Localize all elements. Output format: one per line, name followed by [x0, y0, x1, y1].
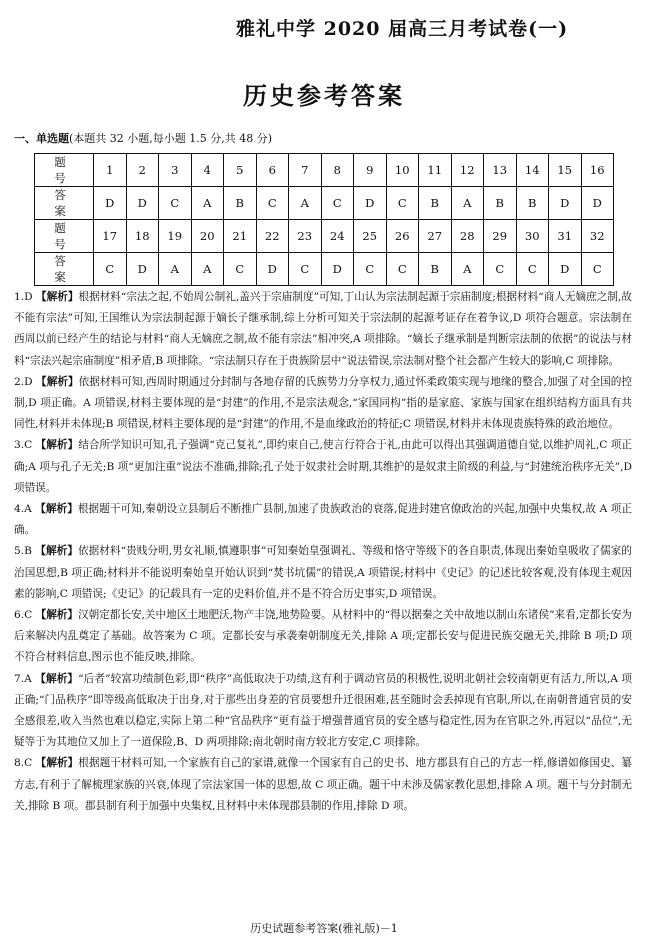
document-title: 历史参考答案 [243, 81, 405, 110]
answer-table-cell: 14 [516, 154, 549, 187]
answer-table-cell: 15 [549, 154, 582, 187]
answer-table-row [35, 220, 614, 253]
explanation-text: 根据材料“宗法之起,不始周公制礼,盖兴于宗庙制度”可知,丁山认为宗法制起源于宗庙制度;根据材料“商人无嫡庶之制,故不能有宗法”可知,王国维认为宗法制起源于嫡长子继承制,综上分析可知关于宗法制的起源考证存在着争议,D 项符合题意。宗法制在西周以前已经产生的结论与材料“商人无嫡庶之制,故不能有宗法”相冲突,A 项排除。“嫡长子继承制是判断宗法制的依据”的说法与材料“宗法兴起宗庙制度”相矛盾,B 项排除。“宗法制只存在于贵族阶层中”说法错误,宗法制对整个社会都产生较大的影响,C 项排除。 [14, 291, 632, 367]
answer-table-cell: 30 [516, 220, 549, 253]
answer-table-cell: B [516, 187, 549, 220]
explanation-item [14, 605, 632, 669]
analysis-tag: 【解析】 [36, 375, 79, 388]
answer-table-cell: 2 [126, 154, 159, 187]
answer-table-cell: 26 [386, 220, 419, 253]
explanation-list [14, 287, 632, 817]
analysis-tag: 【解析】 [35, 545, 78, 558]
answer-table-cell: 7 [289, 154, 322, 187]
answer-table-cell: 16 [581, 154, 614, 187]
answer-table [34, 153, 614, 286]
answer-table-cell: 28 [451, 220, 484, 253]
answer-table-cell: 31 [549, 220, 582, 253]
answer-table-cell: 1 [94, 154, 127, 187]
answer-table-cell: B [419, 187, 452, 220]
question-number: 7.A [14, 672, 32, 685]
explanation-text: 根据题干可知,秦朝设立县制后不断推广县制,加速了贵族政治的衰落,促进封建官僚政治的兴起,加强中央集权,故 A 项正确。 [14, 503, 632, 537]
analysis-tag: 【解析】 [35, 439, 79, 452]
answer-table-cell: 5 [224, 154, 257, 187]
answer-table-cell: 8 [321, 154, 354, 187]
answer-table-cell: 18 [126, 220, 159, 253]
answer-table-cell: 13 [484, 154, 517, 187]
answer-table-cell: C [516, 253, 549, 286]
answer-table-cell: 20 [191, 220, 224, 253]
explanation-item [14, 541, 632, 605]
answer-table-cell: 24 [321, 220, 354, 253]
answer-table-cell: 25 [354, 220, 387, 253]
section-label: 一、单选题 [14, 132, 69, 145]
answer-table-cell: D [354, 187, 387, 220]
answer-table-cell: 3 [159, 154, 192, 187]
answer-table-cell: 4 [191, 154, 224, 187]
answer-table-cell: 9 [354, 154, 387, 187]
question-number: 6.C [14, 609, 33, 622]
answer-table-cell: 21 [224, 220, 257, 253]
answer-table-row-header: 答 案 [35, 253, 94, 286]
answer-table-cell: C [289, 253, 322, 286]
answer-table-cell: 6 [256, 154, 289, 187]
question-number: 2.D [14, 375, 33, 388]
answer-table-cell: D [256, 253, 289, 286]
explanation-text: 依据材料“贵贱分明,男女礼顺,慎遵职事”可知秦始皇强调礼、等级和恪守等级下的各自职责,体现出秦始皇吸收了儒家的治国思想,B 项正确;材料并不能说明秦始皇开始认识到“焚书坑儒”的错误,A 项错误;材料中《史记》的记述比较客观,没有体现主观因素的影响,C 项错误;《史记》的记载具有一定的史料价值,并不是不符合历史事实,D 项错误。 [14, 545, 633, 600]
analysis-tag: 【解析】 [35, 609, 78, 622]
page-footer: 历史试题参考答案(雅礼版)－1 [250, 922, 398, 935]
answer-table-row [35, 253, 614, 286]
answer-table-row-header: 答 案 [35, 187, 94, 220]
explanation-item [14, 499, 632, 541]
section-note: (本题共 32 小题,每小题 1.5 分,共 48 分) [69, 132, 273, 145]
explanation-text: “后者”较富功绩制色彩,即“秩序”高低取决于功绩,这有利于调动官员的积极性,说明北朝社会较南朝更有活力,所以,A 项正确;“门品秩序”即等级高低取决于出身,对于那些出身差的官员要想升迁很困难,甚至随时会丢掉现有官职,所以,在南朝普通官员的安全感很差,收入当然也难以稳定,实际上第二种“官品秩序”更有益于增强普通官员的安全感与稳定性,因为在官职之外,再冠以“品位”,无疑等于为其地位又加上了一道保险,B、D 两项排除;南北朝时南方较北方安定,C 项排除。 [14, 672, 633, 749]
answer-table-cell: C [159, 187, 192, 220]
explanation-text: 汉朝定都长安,关中地区土地肥沃,物产丰饶,地势险要。从材料中的“得以据秦之关中故地以制山东诸侯”来看,定都长安为后来解决内乱奠定了基础。故答案为 C 项。定都长安与承袭秦朝制度无关,排除 A 项;定都长安与促进民族交融无关,排除 B 项;D 项不符合材料信息,图示也不能反映,排除。 [14, 609, 633, 664]
answer-table-cell: A [159, 253, 192, 286]
explanation-text: 依据材料可知,西周时期通过分封制与各地存留的氏族势力分享权力,通过怀柔政策实现与地缘的整合,加强了对全国的控制,D 项正确。A 项错误,材料主要体现的是“封建”的作用,不是宗法观念,“家国同构”指的是家庭、家族与国家在组织结构方面具有共同性,材料并未体现;B 项错误,材料主要体现的是“封建”的作用,不是血缘政治的特征;C 项错误,材料并未体现贵族特殊的政治地位。 [14, 375, 633, 431]
answer-table-cell: C [386, 187, 419, 220]
answer-table-cell: 19 [159, 220, 192, 253]
answer-table-cell: C [354, 253, 387, 286]
answer-table-row [35, 187, 614, 220]
answer-table-cell: 17 [94, 220, 127, 253]
explanation-item [14, 669, 632, 754]
answer-table-cell: B [419, 253, 452, 286]
answer-table-cell: 12 [451, 154, 484, 187]
answer-table-cell: 10 [386, 154, 419, 187]
question-number: 5.B [14, 545, 32, 558]
answer-table-cell: 11 [419, 154, 452, 187]
answer-table-cell: B [484, 187, 517, 220]
answer-table-cell: D [126, 187, 159, 220]
explanation-text: 结合所学知识可知,孔子强调“克己复礼”,即约束自己,使言行符合于礼,由此可以得出其强调道德自觉,以维护周礼,C 项正确;A 项与孔子无关;B 项“更加注重”说法不准确,排除;孔子处于奴隶社会时期,其维护的是奴隶主阶级的利益,与“封建统治秩序无关”,D 项错误。 [14, 439, 632, 494]
answer-table-cell: C [256, 187, 289, 220]
answer-table-cell: A [451, 187, 484, 220]
question-number: 3.C [14, 439, 33, 452]
explanation-item [14, 435, 632, 499]
answer-table-cell: 29 [484, 220, 517, 253]
answer-table-cell: 32 [581, 220, 614, 253]
answer-table-cell: D [581, 187, 614, 220]
answer-table-cell: D [549, 253, 582, 286]
answer-table-cell: B [224, 187, 257, 220]
answer-table-cell: C [484, 253, 517, 286]
answer-table-cell: C [94, 253, 127, 286]
explanation-item [14, 372, 632, 436]
analysis-tag: 【解析】 [35, 757, 79, 770]
answer-table-cell: 23 [289, 220, 322, 253]
explanation-item [14, 753, 632, 817]
analysis-tag: 【解析】 [36, 291, 79, 303]
question-number: 1.D [14, 291, 33, 303]
section-heading [14, 130, 272, 146]
answer-table-cell: A [451, 253, 484, 286]
explanation-item [14, 287, 632, 372]
answer-table-cell: C [581, 253, 614, 286]
answer-table-cell: A [289, 187, 322, 220]
answer-table-cell: D [94, 187, 127, 220]
answer-table-cell: D [549, 187, 582, 220]
answer-table-cell: D [126, 253, 159, 286]
header-title: 雅礼中学 2020 届高三月考试卷(一) [236, 18, 569, 40]
analysis-tag: 【解析】 [35, 503, 78, 516]
answer-table-cell: C [224, 253, 257, 286]
analysis-tag: 【解析】 [35, 672, 79, 685]
answer-table-row [35, 154, 614, 187]
explanation-text: 根据题干材料可知,一个家族有自己的家谱,就像一个国家有自己的史书、地方郡县有自己的方志一样,修谱如修国史、纂方志,有利于了解梳理家族的兴衰,体现了宗法家国一体的思想,故 C 项正确。题干中未涉及儒家教化思想,排除 A 项。题干与分封制无关,排除 B 项。郡县制有利于加强中央集权,且材料中未体现郡县制的作用,排除 D 项。 [14, 757, 633, 812]
answer-table-cell: C [386, 253, 419, 286]
answer-table-cell: A [191, 187, 224, 220]
answer-table-row-header: 题 号 [35, 154, 94, 187]
answer-table-row-header: 题 号 [35, 220, 94, 253]
answer-table-cell: 27 [419, 220, 452, 253]
answer-table-cell: A [191, 253, 224, 286]
question-number: 4.A [14, 503, 32, 516]
answer-table-cell: C [321, 187, 354, 220]
question-number: 8.C [14, 757, 33, 770]
answer-table-cell: D [321, 253, 354, 286]
answer-table-cell: 22 [256, 220, 289, 253]
